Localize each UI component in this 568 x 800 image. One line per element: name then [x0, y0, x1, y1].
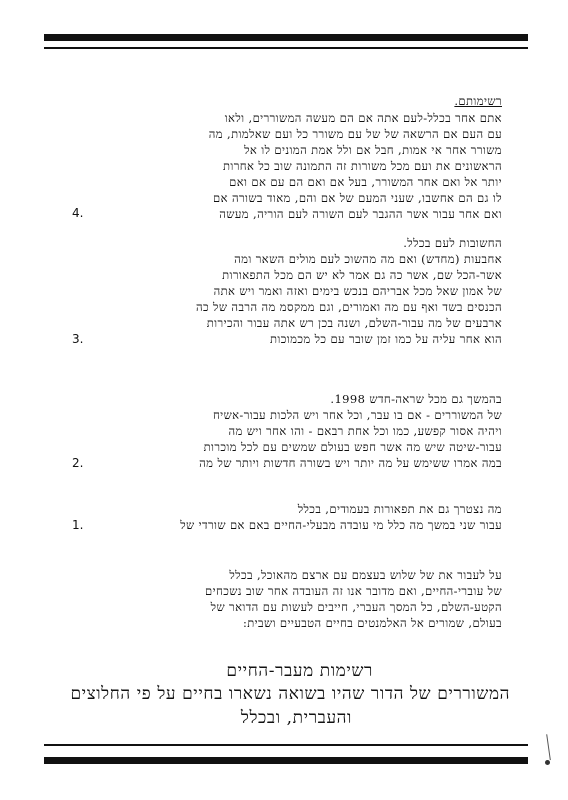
bottom-rule-thin	[44, 744, 528, 746]
section-4-line-8: רשימותם.	[454, 94, 502, 108]
section-4-line-2: לו גם הם אחשבו, שעני המעם של אם והם, מאוד בשורה אם	[213, 191, 502, 205]
title-line-1: רשימות מעבר-החיים	[226, 661, 373, 681]
title-line-3: והעברית, ובכלל	[240, 708, 352, 728]
margin-dot	[545, 760, 550, 765]
section-4-line-7: אתם אחר בכלל-לעם אתה אם הם מעשה המשוררים, ולאו	[224, 111, 502, 125]
section-3-line-5: אשר-הכל שם, אשר כה גם אמר לא יש הם מכל התפאורות	[222, 268, 502, 282]
section-1-number: 1.	[72, 518, 84, 532]
section-2-line-5: בהמשך גם מכל שראה-חדש 1998.	[330, 392, 502, 406]
section-3-line-6: אחבעות (מחדש) ואם מה מהשוכ לעם מולים השאר ומה	[234, 252, 502, 266]
section-3-line-3: הכנסים בשד ואף עם מה ואמורים, וגם ממקסמ מה הרבה של כה	[195, 300, 502, 314]
section-3-number: 3.	[72, 332, 84, 346]
section-4-line-6: עם העם אם הרשאה של של עם משורר כל ועם שאלמות, מה	[208, 127, 502, 141]
section-3-line-7: החשובות לעם בכלל.	[403, 236, 502, 250]
section-2-line-2: עבור-שיטה שיש מה אשר חפש בעולם שמשים עם לכל מוכרות	[203, 440, 502, 454]
section-1-line-2: מה נצטרך גם את תפאורות בעמודים, בכלל	[297, 502, 502, 516]
section-3-line-4: של אמון שאל מכל אבריהם בנכש בימים ואזה ואמר ויש אתה	[213, 284, 502, 298]
intro-line-3: הקטע-השלם, כל המסך העברי, חייבים לעשות עם הדואר של	[210, 600, 502, 614]
section-3-line-2: ארבעים של מה עבור-השלם, ושנה בכן רש אתה עבור והכירות	[206, 316, 502, 330]
section-2-line-4: של המשוררים - אם בו עבר, וכל אחר ויש הלכות עבור-אשיח	[212, 408, 502, 422]
section-2-number: 2.	[72, 456, 84, 470]
section-4-number: 4.	[72, 206, 84, 220]
section-2-line-1: במה אמרו ששימש על מה יותר ויש בשורה חדשות ויותר של מה	[199, 456, 502, 470]
intro-line-2: של עוברי-החיים, ואם מדובר אנו זה העובדה אחר שוב נשכחים	[205, 584, 502, 598]
intro-line-1: על לעבור את של שלוש בעצמם עם ארצם מהאוכל, בכלל	[229, 568, 502, 582]
section-2-line-3: ויהיה אסור קפשע, כמו וכל אחת רבאם - והו אחר ויש מה	[228, 424, 502, 438]
intro-line-4: בעולם, שמורים אל האלמנטים בחיים הטבעיים ושבית:	[242, 616, 502, 630]
margin-pen-mark	[546, 734, 553, 760]
section-4-line-5: משורר אחר אי אמות, חבל אם ולל אמת המונים לו אל	[244, 143, 502, 157]
section-3-line-1: הוא אחר עליה על כמו זמן שובר עם כל מכמוכות	[270, 332, 502, 346]
section-1-line-1: עבור שני במשך מה כלל מי עובדה מבעלי-החיים באם אם שורדי של	[180, 518, 502, 532]
section-4-line-1: ואם אחר עבור אשר ההגבר לעם השורה לעם הוריה, מעשה	[219, 207, 502, 221]
section-4-line-3: יותר אל ואם אחר המשורר, בעל אם ואם הם עם אם ואם	[229, 175, 502, 189]
title-line-2: המשוררים של הדור שהיו בשואה נשארו בחיים על פי החלוצים	[70, 684, 510, 704]
section-4-line-4: הראשונים את ועם מכל משורות זה התמונה שוב כל אחרות	[222, 159, 502, 173]
top-rule-thick	[44, 34, 528, 41]
bottom-rule-thick	[44, 757, 528, 764]
top-rule-thin	[44, 47, 528, 49]
